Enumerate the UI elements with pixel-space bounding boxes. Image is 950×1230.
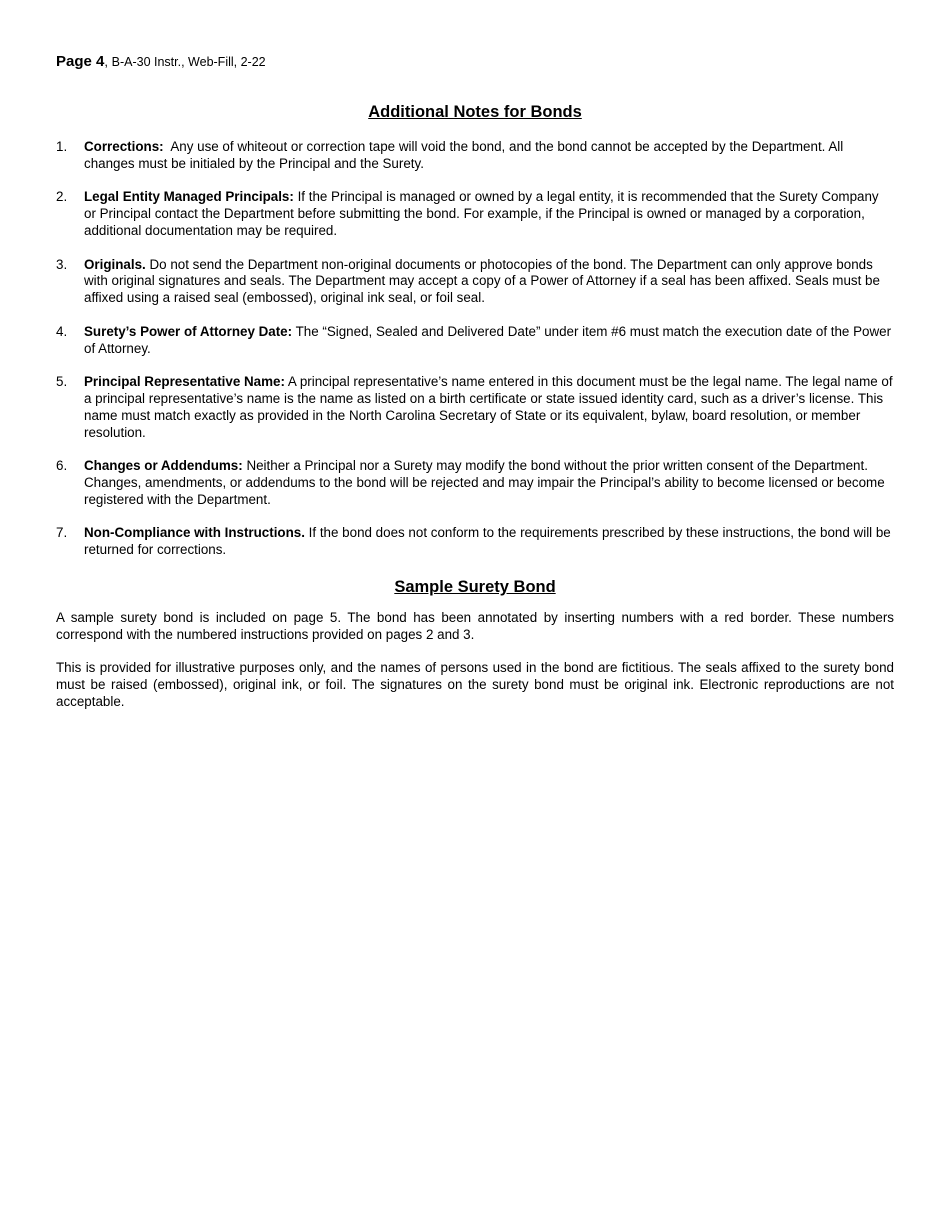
item-number: 3. bbox=[56, 256, 68, 272]
item-number: 4. bbox=[56, 323, 68, 339]
item-lead: Originals. bbox=[84, 256, 146, 272]
item-text: A principal representative’s name entered in this document must be the legal name. The legal name of a principal representative’s name is the name as listed on a birth certificate or state issued identity card, such as a driver’s license. This name must match exactly as provided in the North Carolina Secretary of State or its equivalent, bylaw, board resolution, or member resolution. bbox=[84, 374, 893, 440]
item-text: If the bond does not conform to the requirements prescribed by these instructions, the bond will be returned for corrections. bbox=[84, 525, 891, 558]
list-item bbox=[56, 324, 894, 358]
item-text: The “Signed, Sealed and Delivered Date” under item #6 must match the execution date of the Power of Attorney. bbox=[84, 323, 892, 356]
section-title-additional-notes: Additional Notes for Bonds bbox=[368, 103, 582, 121]
list-item bbox=[56, 458, 894, 508]
item-text: Neither a Principal nor a Surety may modify the bond without the prior written consent of the Department. Changes, amendments, or addendums to the bond will be rejected and may impair the Principal’s ability to become licensed or become registered with the Department. bbox=[84, 458, 885, 507]
item-lead: Corrections: bbox=[84, 139, 164, 154]
item-lead: Non-Compliance with Instructions. bbox=[84, 525, 305, 541]
sample-paragraph: A sample surety bond is included on page 5. The bond has been annotated by inserting numbers with a red border. These numbers correspond with the numbered instructions provided on pages 2 and 3. bbox=[56, 609, 894, 642]
sample-paragraph: This is provided for illustrative purposes only, and the names of persons used in the bond are fictitious. The seals affixed to the surety bond must be raised (embossed), original ink, or foil. The signatures on the surety bond must be original ink. Electronic reproductions are not acceptable. bbox=[56, 660, 894, 709]
item-lead: Surety’s Power of Attorney Date: bbox=[84, 323, 293, 339]
page-header bbox=[56, 52, 894, 72]
header-separator: , bbox=[104, 54, 108, 69]
item-number: 7. bbox=[56, 525, 68, 541]
list-item bbox=[56, 139, 894, 173]
page-number: Page 4 bbox=[56, 53, 105, 70]
item-lead: Principal Representative Name: bbox=[84, 374, 285, 390]
item-lead: Changes or Addendums: bbox=[84, 458, 243, 474]
item-number: 5. bbox=[56, 374, 68, 390]
item-number: 1. bbox=[56, 139, 68, 154]
form-id: B-A-30 Instr., Web-Fill, 2-22 bbox=[111, 55, 266, 69]
item-text: If the Principal is managed or owned by a legal entity, it is recommended that the Surety Company or Principal contact the Department before submitting the bond. For example, if the Principal is owned or managed by a corporation, additional documentation may be required. bbox=[84, 189, 879, 238]
list-item bbox=[56, 374, 894, 441]
notes-list bbox=[56, 139, 894, 559]
section-title-sample-surety-bond: Sample Surety Bond bbox=[394, 577, 556, 596]
item-text: Any use of whiteout or correction tape will void the bond, and the bond cannot be accepted by the Department. All changes must be initialed by the Principal and the Surety. bbox=[84, 139, 847, 171]
item-lead: Legal Entity Managed Principals: bbox=[84, 189, 294, 205]
item-number: 6. bbox=[56, 458, 68, 474]
list-item bbox=[56, 257, 894, 307]
document-page bbox=[56, 52, 894, 711]
list-item bbox=[56, 189, 894, 239]
list-item bbox=[56, 525, 894, 559]
item-number: 2. bbox=[56, 189, 68, 205]
item-text: Do not send the Department non-original documents or photocopies of the bond. The Department can only approve bonds with original signatures and seals. The Department may accept a copy of a Power of Attorney if a seal has been affixed. Seals must be affixed using a raised seal (embossed), original ink seal, or foil seal. bbox=[84, 256, 880, 306]
